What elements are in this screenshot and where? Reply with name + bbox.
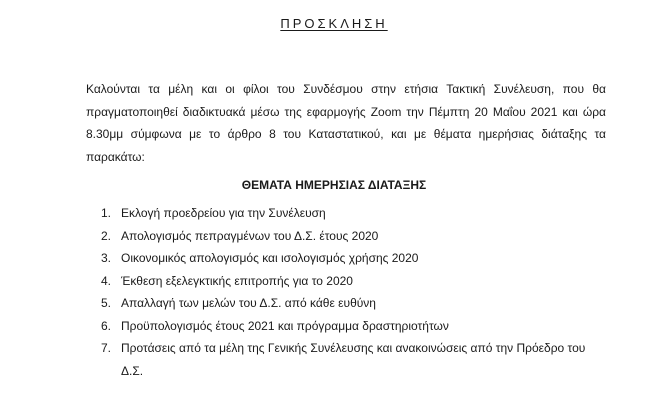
agenda-item-text: Απολογισμός πεπραγμένων του Δ.Σ. έτους 2020	[121, 228, 379, 243]
agenda-item-text: Έκθεση εξελεγκτικής επιτροπής για το 2020	[121, 273, 353, 288]
agenda-item	[101, 202, 601, 225]
agenda-item-number: 3.	[101, 251, 112, 265]
agenda-list	[101, 202, 601, 382]
document-title: ΠΡΟΣΚΛΗΣΗ	[280, 16, 388, 31]
agenda-item-text: Προτάσεις από τα μέλη της Γενικής Συνέλευσης και ανακοινώσεις από την Πρόεδρο του Δ.Σ.	[121, 341, 586, 378]
agenda-item-number: 2.	[101, 228, 112, 243]
agenda-item-text: Απαλλαγή των μελών του Δ.Σ. από κάθε ευθύνη	[121, 296, 376, 310]
agenda-item-text: Εκλογή προεδρείου για την Συνέλευση	[121, 206, 326, 220]
agenda-item-text: Οικονομικός απολογισμός και ισολογισμός χρήσης 2020	[121, 251, 419, 265]
agenda-item-number: 7.	[101, 341, 112, 355]
agenda-item-text: Προϋπολογισμός έτους 2021 και πρόγραμμα δραστηριοτήτων	[121, 318, 449, 333]
invitation-paragraph: Καλούνται τα μέλη και οι φίλοι του Συνδέσμου στην ετήσια Τακτική Συνέλευση, που θα πραγματοποιηθεί διαδικτυακά μέσω της εφαρμογής Zoom την Πέμπτη 20 Μαΐου 2021 και ώρα 8.30μμ σύμφωνα με το άρθρο 8 του Καταστατικού, και με θέματα ημερήσιας διάταξης τα παρακάτω:	[86, 82, 606, 164]
agenda-item-number: 4.	[101, 273, 112, 288]
agenda-item-number: 6.	[101, 318, 112, 333]
agenda-item	[101, 247, 601, 270]
agenda-item	[101, 292, 601, 315]
agenda-item	[101, 225, 601, 248]
agenda-item-number: 1.	[101, 206, 112, 220]
agenda-item	[101, 337, 601, 382]
agenda-item	[101, 315, 601, 338]
agenda-heading: ΘΕΜΑΤΑ ΗΜΕΡΗΣΙΑΣ ΔΙΑΤΑΞΗΣ	[241, 178, 427, 192]
agenda-item	[101, 270, 601, 293]
agenda-item-number: 5.	[101, 296, 112, 310]
